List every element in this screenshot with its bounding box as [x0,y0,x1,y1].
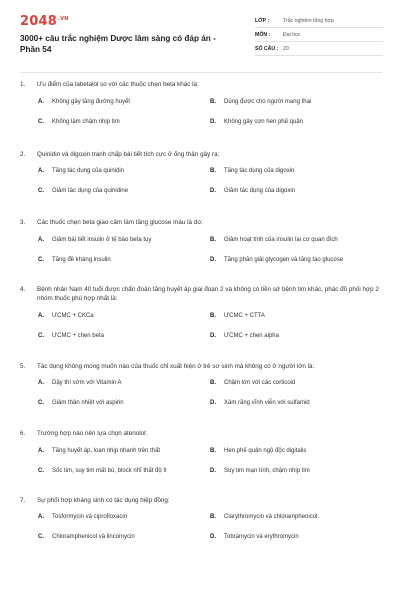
option-text: Sốc tim, suy tim mất bù, block nhĩ thất độ II [52,467,167,474]
option-text: Tosformycin và ciprofloxacin [52,514,128,521]
answer-options [20,379,382,419]
answer-option[interactable] [38,167,210,176]
option-letter: D. [210,467,216,474]
option-text: Tăng tác dụng của quinidin [52,168,125,175]
option-letter: D. [210,118,216,125]
answer-option[interactable] [38,187,210,196]
question-text: Ưu điểm của labetalol so với các thuốc chẹn beta khác là: [37,81,199,88]
option-text: Hen phế quản ngộ độc digitalis [224,447,307,454]
answer-option[interactable] [38,447,210,456]
answer-option[interactable] [210,167,382,176]
question-stem [20,150,382,160]
question-text: Sự phối hợp kháng sinh có tác dụng hiệp đồng: [37,496,170,504]
question-6 [20,429,382,487]
option-letter: C. [38,467,44,474]
option-text: Giảm tác dụng của digoxin [224,188,296,195]
answer-option[interactable] [38,513,210,522]
answer-option[interactable] [210,379,382,388]
option-letter: B. [210,312,216,319]
question-number: 3. [20,219,26,226]
meta-value: Trắc nghiệm tổng hợp [283,17,334,24]
option-letter: B. [210,168,216,175]
option-text: ƯCMC + CKCa [52,312,94,319]
answer-option[interactable] [210,332,382,341]
option-letter: C. [38,534,44,541]
answer-option[interactable] [210,533,382,542]
meta-value: 20 [283,45,289,52]
answer-option[interactable] [210,236,382,245]
document-header [0,0,400,72]
option-letter: A. [38,236,44,243]
answer-options [20,98,382,138]
question-number: 5. [20,362,26,370]
meta-row-class [255,14,383,28]
option-text: Giảm hoạt tính của insulin lại cơ quan đích [224,236,338,243]
answer-option[interactable] [38,399,210,408]
option-letter: B. [210,514,216,521]
question-number: 7. [20,496,26,504]
question-2 [20,150,382,208]
site-logo[interactable] [20,14,69,29]
answer-option[interactable] [210,447,382,456]
answer-options [20,312,382,352]
meta-row-count [255,42,383,56]
question-stem [20,80,382,90]
option-letter: B. [210,236,216,243]
logo-tld: .VN [57,15,69,22]
logo-text: 2048 [20,14,57,29]
option-text: Giảm thân nhiệt với aspirin [52,400,124,407]
option-letter: A. [38,380,44,387]
answer-option[interactable] [210,187,382,196]
option-letter: B. [210,98,216,105]
question-4 [20,285,382,352]
answer-option[interactable] [38,118,210,127]
option-text: Giảm bài tiết insulin ở tế bào beta tụy [52,236,152,243]
answer-option[interactable] [38,533,210,542]
option-text: Chậm lớn với các corticoid [224,380,296,387]
question-list [20,80,382,553]
answer-option[interactable] [210,399,382,408]
answer-option[interactable] [210,98,382,107]
option-letter: D. [210,256,216,263]
option-text: Tăng tác dụng của digoxin [224,168,295,175]
option-letter: A. [38,168,44,175]
option-text: Không gây tăng đường huyết [52,98,131,105]
option-text: Dùng được cho người mang thai [224,98,312,105]
document-meta [255,14,383,56]
option-letter: D. [210,400,216,407]
answer-options [20,447,382,487]
option-text: Không làm chậm nhịp tim [52,118,120,125]
question-text: Bệnh nhân Nam 40 tuổi được chẩn đoán tăng huyết áp giai đoạn 2 và không có tiền sử bệnh tim khác, phác đồ phối hợp 2 nhóm thuốc phù hợp nhất là: [37,285,379,302]
question-text: Các thuốc chẹn beta giao cảm làm tăng glucose máu là do: [37,219,203,226]
option-letter: A. [38,447,44,454]
meta-row-subject [255,28,383,42]
question-number: 6. [20,430,26,437]
answer-option[interactable] [38,256,210,265]
option-text: Clarythromycin và chloramphenicol. [224,514,320,521]
answer-option[interactable] [38,236,210,245]
option-text: ƯCMC + chẹn alpha [224,332,279,339]
option-text: Tăng phân giải glycogen và tăng tạo glucose [224,256,344,263]
answer-option[interactable] [38,332,210,341]
option-letter: A. [38,312,44,319]
option-text: Tăng huyết áp, loạn nhịp nhanh trên thất [52,447,161,454]
option-letter: A. [38,514,44,521]
question-text: Quinidin và digoxin tranh chấp bài tiết tích cực ở ống thận gây ra: [37,150,220,158]
answer-option[interactable] [38,98,210,107]
option-letter: A. [38,98,44,105]
question-number: 2. [20,150,26,158]
answer-option[interactable] [38,467,210,476]
option-letter: C. [38,400,44,407]
question-stem [20,429,382,439]
option-text: Không gây cơn hen phế quản [224,118,303,125]
answer-options [20,513,382,553]
option-letter: D. [210,188,216,195]
question-stem [20,285,382,304]
meta-key: LỚP : [255,17,270,24]
option-text: ƯCMC + CTTA [224,312,265,319]
answer-option[interactable] [210,256,382,265]
option-text: Tobramycin và erythromycin [224,534,299,541]
option-letter: C. [38,118,44,125]
question-number: 4. [20,285,26,293]
option-text: Suy tim mạn tính, chậm nhịp tim [224,467,310,474]
question-3 [20,218,382,276]
answer-option[interactable] [210,118,382,127]
question-7 [20,496,382,554]
question-5 [20,362,382,420]
question-stem [20,362,382,372]
option-letter: B. [210,380,216,387]
option-text: Tăng đề kháng insulin [52,256,111,263]
option-text: Xám răng vĩnh viễn với sulfamid [224,400,310,407]
question-stem [20,496,382,506]
meta-key: SỐ CÂU : [255,45,279,52]
answer-option[interactable] [38,312,210,321]
option-letter: C. [38,188,44,195]
meta-value: Đại học [283,31,301,38]
option-text: Dậy thì sớm với Vitamin A [52,380,122,387]
answer-option[interactable] [210,513,382,522]
question-number: 1. [20,81,26,88]
question-1 [20,80,382,138]
option-text: Chloramphenicol và lincomycin [52,534,135,541]
meta-key: MÔN : [255,31,271,38]
answer-options [20,167,382,207]
option-letter: C. [38,256,44,263]
header-divider [20,72,382,73]
option-text: Giảm tác dụng của quinidine [52,188,129,195]
answer-options [20,236,382,276]
answer-option[interactable] [210,312,382,321]
document-title: 3000+ câu trắc nghiệm Dược lâm sàng có đáp án - Phần 54 [20,34,216,54]
option-letter: D. [210,332,216,339]
option-text: ƯCMC + chẹn beta [52,332,104,339]
option-letter: C. [38,332,44,339]
question-text: Tác dụng không mong muốn nào của thuốc chỉ xuất hiện ở trẻ sơ sinh mà không có ở người lớn là: [37,362,315,370]
option-letter: D. [210,534,216,541]
question-text: Trường hợp nào nên lựa chọn atenolol: [37,430,148,437]
answer-option[interactable] [38,379,210,388]
question-stem [20,218,382,228]
answer-option[interactable] [210,467,382,476]
option-letter: B. [210,447,216,454]
